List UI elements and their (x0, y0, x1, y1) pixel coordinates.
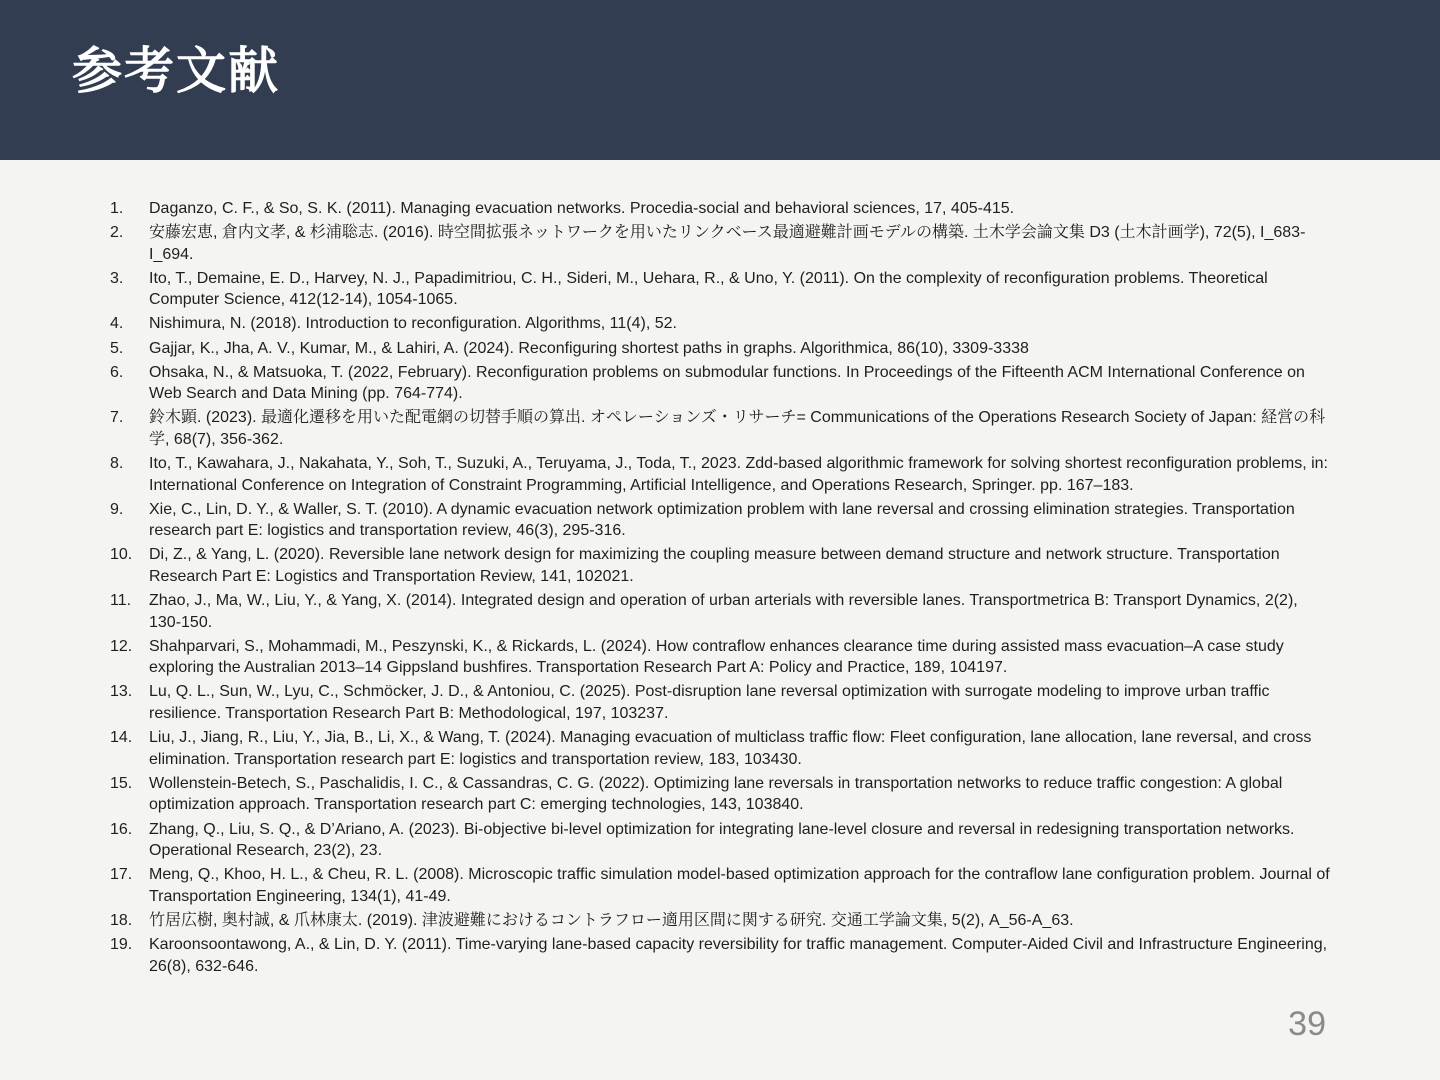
reference-list (110, 198, 1330, 980)
reference-number: 11. (110, 592, 132, 610)
slide-title: 参考文献 (72, 42, 280, 100)
reference-item (110, 338, 1330, 360)
reference-item (110, 198, 1330, 220)
page-number: 39 (1288, 1005, 1326, 1043)
reference-item (110, 590, 1330, 633)
reference-number: 5. (110, 339, 124, 357)
reference-number: 4. (110, 315, 124, 333)
reference-number: 7. (110, 409, 124, 427)
reference-text: Shahparvari, S., Mohammadi, M., Peszynski, K., & Rickards, L. (2024). How contraflow enhances clearance time during assisted mass evacuation–A case study exploring the Australian 2013–14 Gippsland bushfires. Transportation Research Part A: Policy and Practice, 189, 104197. (149, 637, 1284, 677)
reference-number: 14. (110, 729, 133, 747)
slide-header (0, 0, 1440, 160)
reference-item (110, 313, 1330, 335)
reference-item (110, 453, 1330, 496)
reference-number: 8. (110, 455, 124, 473)
reference-number: 1. (110, 200, 124, 217)
reference-item (110, 636, 1330, 679)
reference-text: Meng, Q., Khoo, H. L., & Cheu, R. L. (2008). Microscopic traffic simulation model-based optimization approach for the contraflow lane configuration problem. Journal of Transportation Engineering, 134(1), 41-49. (149, 866, 1330, 905)
reference-text: 鈴木顕. (2023). 最適化遷移を用いた配電網の切替手順の算出. オペレーションズ・リサーチ= Communications of the Operations Research Society of Japan: 経営の科学, 68(7), 356-362. (149, 409, 1326, 448)
reference-number: 12. (110, 637, 133, 655)
reference-number: 3. (110, 269, 124, 287)
reference-item (110, 499, 1330, 542)
reference-text: Lu, Q. L., Sun, W., Lyu, C., Schmöcker, J. D., & Antoniou, C. (2025). Post-disruption lane reversal optimization with surrogate modeling to improve urban traffic resilience. Transportation Research Part B: Methodological, 197, 103237. (149, 683, 1270, 723)
reference-item (110, 407, 1330, 450)
reference-item (110, 864, 1330, 907)
reference-text: Karoonsoontawong, A., & Lin, D. Y. (2011). Time-varying lane-based capacity reversibility for traffic management. Computer-Aided Civil and Infrastructure Engineering, 26(8), 632-646. (149, 936, 1328, 975)
reference-text: 竹居広樹, 奥村誠, & 爪林康太. (2019). 津波避難におけるコントラフロー適用区間に関する研究. 交通工学論文集, 5(2), A_56-A_63. (149, 911, 1074, 929)
reference-number: 2. (110, 224, 124, 242)
reference-text: Ohsaka, N., & Matsuoka, T. (2022, February). Reconfiguration problems on submodular functions. In Proceedings of the Fifteenth ACM International Conference on Web Search and Data Mining (pp. 764-774). (149, 363, 1305, 403)
reference-number: 15. (110, 774, 133, 792)
reference-text: Daganzo, C. F., & So, S. K. (2011). Managing evacuation networks. Procedia-social and behavioral sciences, 17, 405-415. (149, 200, 1015, 217)
reference-text: Zhang, Q., Liu, S. Q., & D’Ariano, A. (2023). Bi-objective bi-level optimization for integrating lane-level closure and reversal in redesigning transportation networks. Operational Research, 23(2), 23. (149, 820, 1295, 860)
reference-text: Wollenstein-Betech, S., Paschalidis, I. C., & Cassandras, C. G. (2022). Optimizing lane reversals in transportation networks to reduce traffic congestion: A global optimization approach. Transportation research part C: emerging technologies, 143, 103840. (149, 774, 1283, 814)
reference-item (110, 222, 1330, 265)
reference-text: Ito, T., Demaine, E. D., Harvey, N. J., Papadimitriou, C. H., Sideri, M., Uehara, R., & Uno, Y. (2011). On the complexity of reconfiguration problems. Theoretical Computer Science, 412(12-14), 1054-1065. (149, 269, 1268, 309)
reference-number: 19. (110, 936, 133, 953)
reference-item (110, 727, 1330, 770)
reference-text: Nishimura, N. (2018). Introduction to reconfiguration. Algorithms, 11(4), 52. (149, 315, 677, 333)
reference-item (110, 773, 1330, 816)
reference-text: Zhao, J., Ma, W., Liu, Y., & Yang, X. (2014). Integrated design and operation of urban arterials with reversible lanes. Transportmetrica B: Transport Dynamics, 2(2), 130-150. (149, 592, 1298, 631)
reference-text: Ito, T., Kawahara, J., Nakahata, Y., Soh, T., Suzuki, A., Teruyama, J., Toda, T., 2023. Zdd-based algorithmic framework for solving shortest reconfiguration problems, in: International Conference on Integration of Constraint Programming, Artificial Intelligence, and Operations Research, Springer. pp. 167–183. (149, 455, 1328, 494)
reference-number: 16. (110, 820, 133, 838)
reference-text: Xie, C., Lin, D. Y., & Waller, S. T. (2010). A dynamic evacuation network optimization problem with lane reversal and crossing elimination strategies. Transportation research part E: logistics and transportation review, 46(3), 295-316. (149, 500, 1295, 540)
reference-number: 10. (110, 546, 133, 564)
reference-number: 17. (110, 866, 133, 884)
reference-number: 13. (110, 683, 133, 701)
reference-item (110, 910, 1330, 932)
reference-item (110, 681, 1330, 724)
reference-item (110, 362, 1330, 405)
reference-item (110, 934, 1330, 977)
reference-text: Di, Z., & Yang, L. (2020). Reversible lane network design for maximizing the coupling measure between demand structure and network structure. Transportation Research Part E: Logistics and Transportation Review, 141, 102021. (149, 546, 1280, 585)
reference-text: Liu, J., Jiang, R., Liu, Y., Jia, B., Li, X., & Wang, T. (2024). Managing evacuation of multiclass traffic flow: Fleet configuration, lane allocation, lane reversal, and cross elimination. Transportation research part E: logistics and transportation review, 183, 103430. (149, 729, 1312, 768)
reference-item (110, 819, 1330, 862)
reference-item (110, 544, 1330, 587)
reference-number: 6. (110, 363, 124, 381)
reference-text: 安藤宏恵, 倉内文孝, & 杉浦聡志. (2016). 時空間拡張ネットワークを用いたリンクベース最適避難計画モデルの構築. 土木学会論文集 D3 (土木計画学), 72(5), I_683-I_694. (149, 224, 1306, 263)
reference-number: 18. (110, 911, 133, 929)
reference-item (110, 268, 1330, 311)
reference-number: 9. (110, 500, 124, 518)
reference-text: Gajjar, K., Jha, A. V., Kumar, M., & Lahiri, A. (2024). Reconfiguring shortest paths in graphs. Algorithmica, 86(10), 3309-3338 (149, 339, 1029, 357)
